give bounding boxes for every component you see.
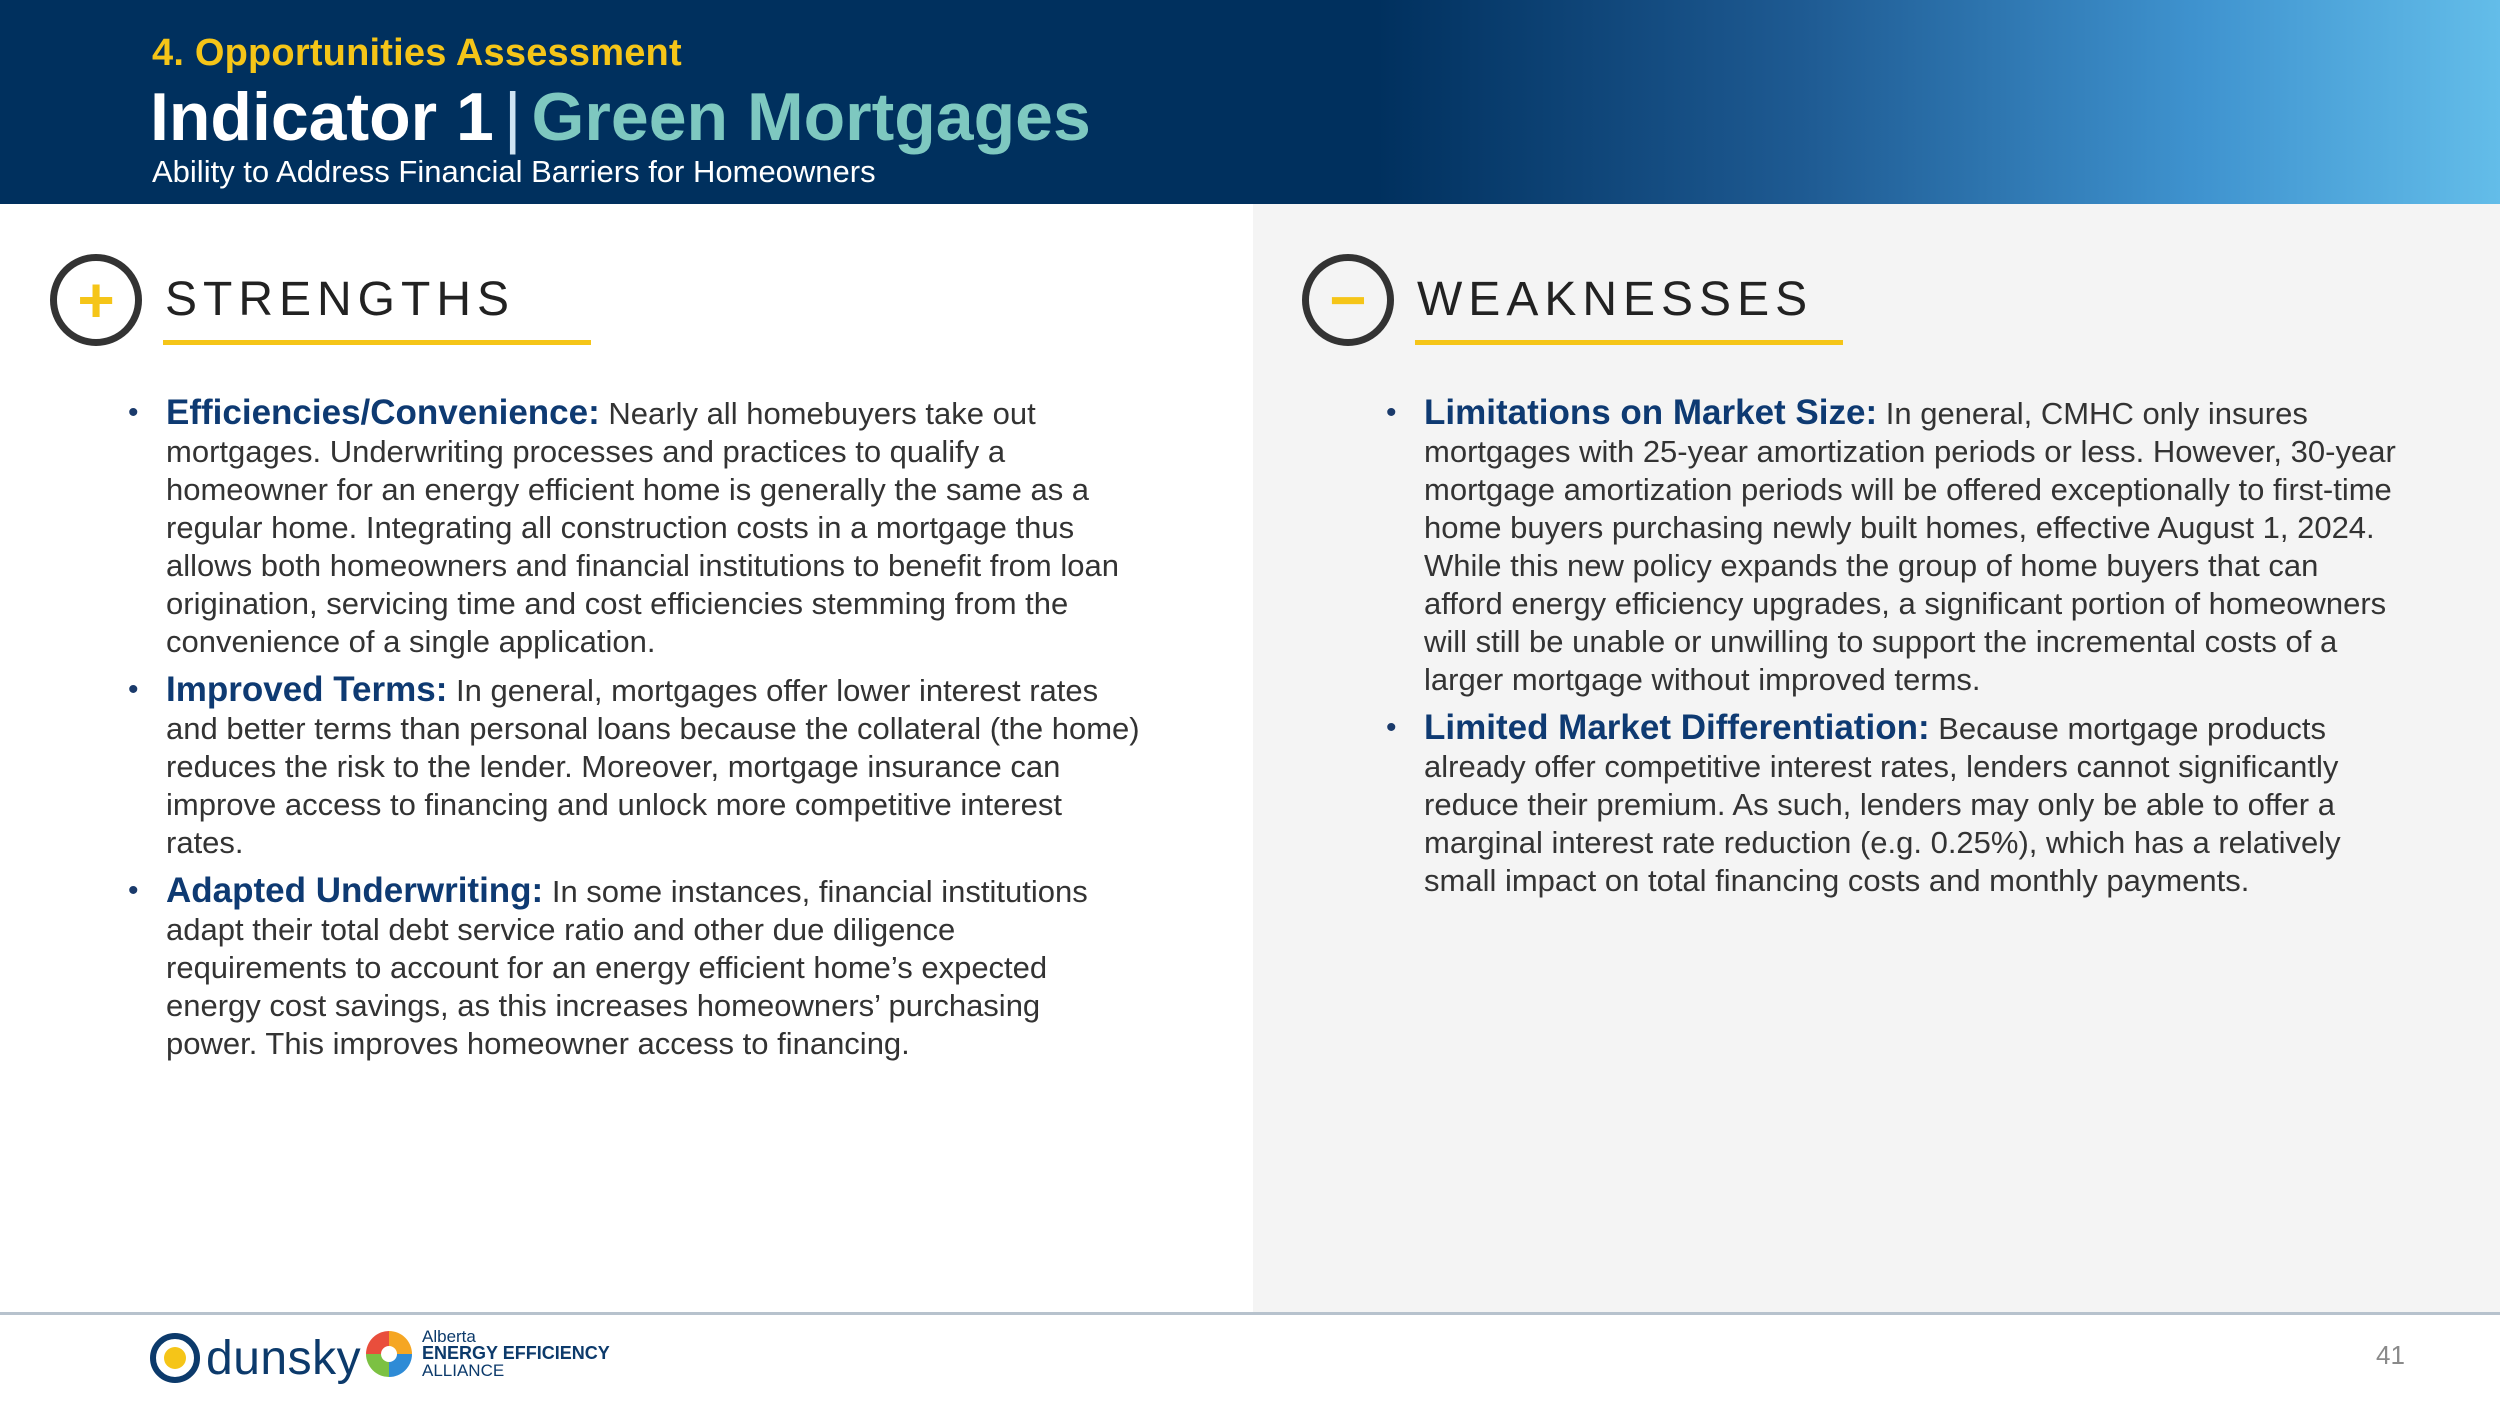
slide-subtitle: Ability to Address Financial Barriers for Homeowners xyxy=(152,154,876,189)
title-accent: Green Mortgages xyxy=(531,79,1091,155)
list-item xyxy=(130,872,1140,1063)
bullet-term: Efficiencies/Convenience: xyxy=(166,393,600,432)
bullet-icon: • xyxy=(1386,396,1397,429)
list-item xyxy=(130,671,1140,862)
aeea-logo-icon xyxy=(364,1329,414,1379)
weaknesses-title: WEAKNESSES xyxy=(1417,273,1814,326)
slide-title xyxy=(150,78,1091,156)
weaknesses-list xyxy=(1388,394,2398,910)
bullet-term: Limited Market Differentiation: xyxy=(1424,708,1930,747)
title-separator: | xyxy=(503,79,522,155)
strengths-list xyxy=(130,394,1140,1073)
bullet-text: In some instances, financial institutions adapt their total debt service ratio and other due diligence requirements to account for an energy efficient home’s expected energy cost savings, as this increases homeowners’ purchasing power. This improves homeowner access to financing. xyxy=(166,874,1088,1061)
bullet-term: Limitations on Market Size: xyxy=(1424,393,1878,432)
list-item xyxy=(1388,709,2398,900)
aeea-logo-line3: ALLIANCE xyxy=(422,1361,505,1380)
aeea-logo-line2: ENERGY EFFICIENCY xyxy=(422,1343,610,1363)
list-item xyxy=(1388,394,2398,699)
bullet-text: Because mortgage products already offer competitive interest rates, lenders cannot significantly reduce their premium. As such, lenders may only be able to offer a marginal interest rate reduction (e.g. 0.25%), which has a relatively small impact on total financing costs and monthly payments. xyxy=(1424,711,2341,898)
plus-circle-icon: + xyxy=(50,254,142,346)
footer-divider xyxy=(0,1312,2500,1315)
dunsky-logo-text: dunsky xyxy=(206,1331,362,1385)
bullet-term: Adapted Underwriting: xyxy=(166,871,544,910)
bullet-icon: • xyxy=(128,673,139,706)
bullet-icon: • xyxy=(128,874,139,907)
bullet-text: In general, CMHC only insures mortgages with 25-year amortization periods or less. However, 30-year mortgage amortization periods will be offered exceptionally to first-time home buyers purchasing newly built homes, effective August 1, 2024. While this new policy expands the group of home buyers that can afford energy efficiency upgrades, a significant portion of homeowners will still be unable or unwilling to support the incremental costs of a larger mortgage without improved terms. xyxy=(1424,396,2396,697)
bullet-icon: • xyxy=(1386,711,1397,744)
bullet-text: Nearly all homebuyers take out mortgages. Underwriting processes and practices to qualify a homeowner for an energy efficient home is generally the same as a regular home. Integrating all construction costs in a mortgage thus allows both homeowners and financial institutions to benefit from loan origination, servicing time and cost efficiencies stemming from the convenience of a single application. xyxy=(166,396,1119,659)
weaknesses-underline xyxy=(1415,340,1843,345)
dunsky-logo-icon xyxy=(150,1333,200,1383)
section-label: 4. Opportunities Assessment xyxy=(152,32,682,74)
aeea-logo-line1: Alberta xyxy=(422,1327,476,1346)
bullet-term: Improved Terms: xyxy=(166,670,448,709)
strengths-underline xyxy=(163,340,591,345)
strengths-title: STRENGTHS xyxy=(165,273,516,326)
title-main: Indicator 1 xyxy=(150,79,494,155)
page-number: 41 xyxy=(2376,1340,2405,1370)
dunsky-logo xyxy=(150,1330,361,1386)
aeea-logo xyxy=(364,1328,610,1379)
bullet-text: In general, mortgages offer lower interest rates and better terms than personal loans because the collateral (the home) reduces the risk to the lender. Moreover, mortgage insurance can improve access to financing and unlock more competitive interest rates. xyxy=(166,673,1140,860)
list-item xyxy=(130,394,1140,661)
minus-circle-icon: − xyxy=(1302,254,1394,346)
bullet-icon: • xyxy=(128,396,139,429)
slide-header xyxy=(0,0,2500,204)
